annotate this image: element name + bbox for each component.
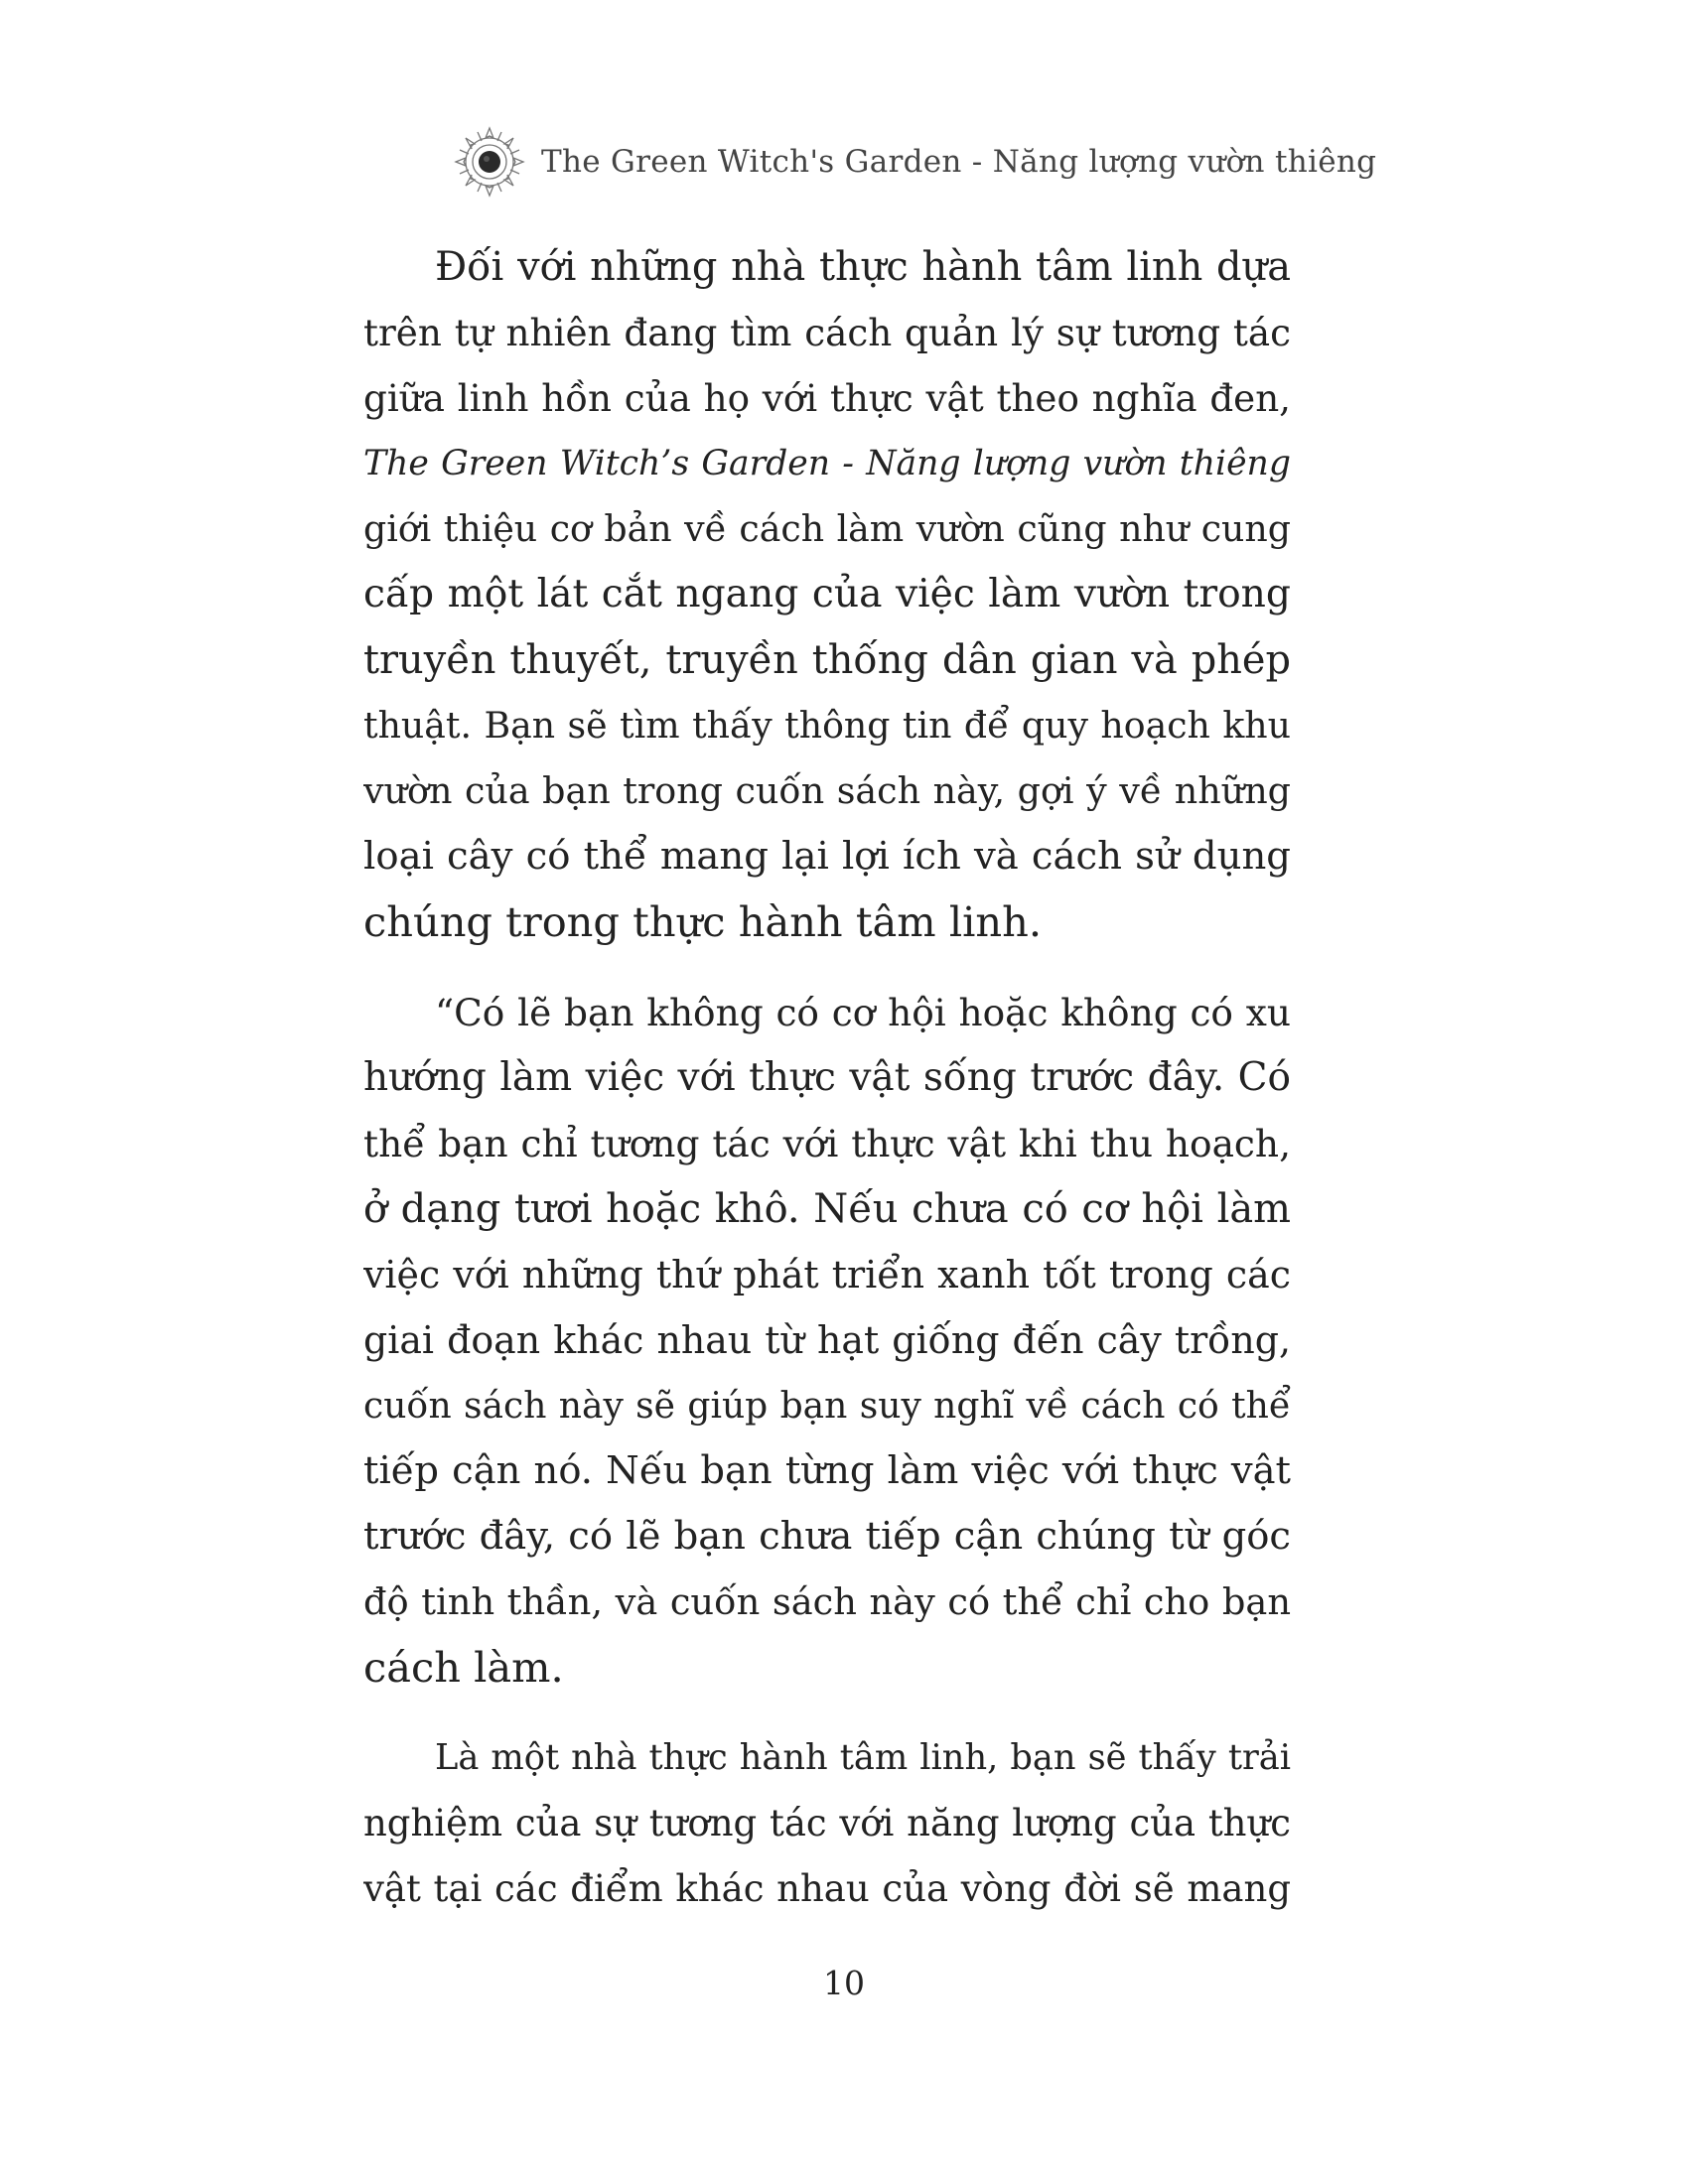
text-line: loại cây có thể mang lại lợi ích và cách sử dụng (363, 834, 1291, 879)
text-line: tiếp cận nó. Nếu bạn từng làm việc với thực vật (363, 1448, 1291, 1493)
text-line: truyền thuyết, truyền thống dân gian và phép (363, 637, 1291, 683)
text-line: cấp một lát cắt ngang của việc làm vườn trong (363, 572, 1291, 616)
text-line: giới thiệu cơ bản về cách làm vườn cũng như cung (363, 507, 1291, 550)
text-line: ở dạng tươi hoặc khô. Nếu chưa có cơ hội làm (363, 1186, 1291, 1232)
text-line: việc với những thứ phát triển xanh tốt trong các (363, 1253, 1291, 1297)
paragraph-3 (363, 1725, 1291, 1922)
text-line: trước đây, có lẽ bạn chưa tiếp cận chúng từ góc (363, 1514, 1291, 1559)
text-line: vật tại các điểm khác nhau của vòng đời sẽ mang (363, 1867, 1291, 1910)
running-header (452, 117, 1377, 206)
text-line: giai đoạn khác nhau từ hạt giống đến cây trồng, (363, 1318, 1291, 1362)
text-line: cuốn sách này sẽ giúp bạn suy nghĩ về cách có thể (363, 1385, 1291, 1427)
header-title: The Green Witch's Garden - Năng lượng vườn thiêng (541, 144, 1377, 180)
text-line: thuật. Bạn sẽ tìm thấy thông tin để quy hoạch khu (363, 704, 1291, 747)
text-line: “Có lẽ bạn không có cơ hội hoặc không có xu (435, 991, 1291, 1034)
text-line: giữa linh hồn của họ với thực vật theo nghĩa đen, (363, 376, 1291, 420)
text-line: nghiệm của sự tương tác với năng lượng của thực (363, 1802, 1291, 1844)
text-line: trên tự nhiên đang tìm cách quản lý sự tương tác (363, 311, 1291, 354)
text-line: chúng trong thực hành tâm linh. (363, 897, 1043, 946)
text-line: Là một nhà thực hành tâm linh, bạn sẽ thấy trải (435, 1737, 1291, 1778)
paragraph-2 (363, 980, 1291, 1701)
text-line: vườn của bạn trong cuốn sách này, gợi ý về những (363, 769, 1291, 812)
text-line: hướng làm việc với thực vật sống trước đây. Có (363, 1055, 1291, 1100)
text-line: cách làm. (363, 1643, 564, 1692)
paragraph-1 (363, 234, 1291, 955)
text-line: thể bạn chỉ tương tác với thực vật khi thu hoạch, (363, 1122, 1291, 1165)
text-line: độ tinh thần, và cuốn sách này có thể chỉ cho bạn (363, 1580, 1291, 1623)
sun-flower-ornament-icon (452, 124, 527, 200)
book-title-italic-line: The Green Witch’s Garden - Năng lượng vườn thiêng (363, 444, 1291, 483)
text-line: Đối với những nhà thực hành tâm linh dựa (435, 244, 1291, 290)
body-text (363, 234, 1291, 1947)
page-number: 10 (823, 1964, 865, 2002)
